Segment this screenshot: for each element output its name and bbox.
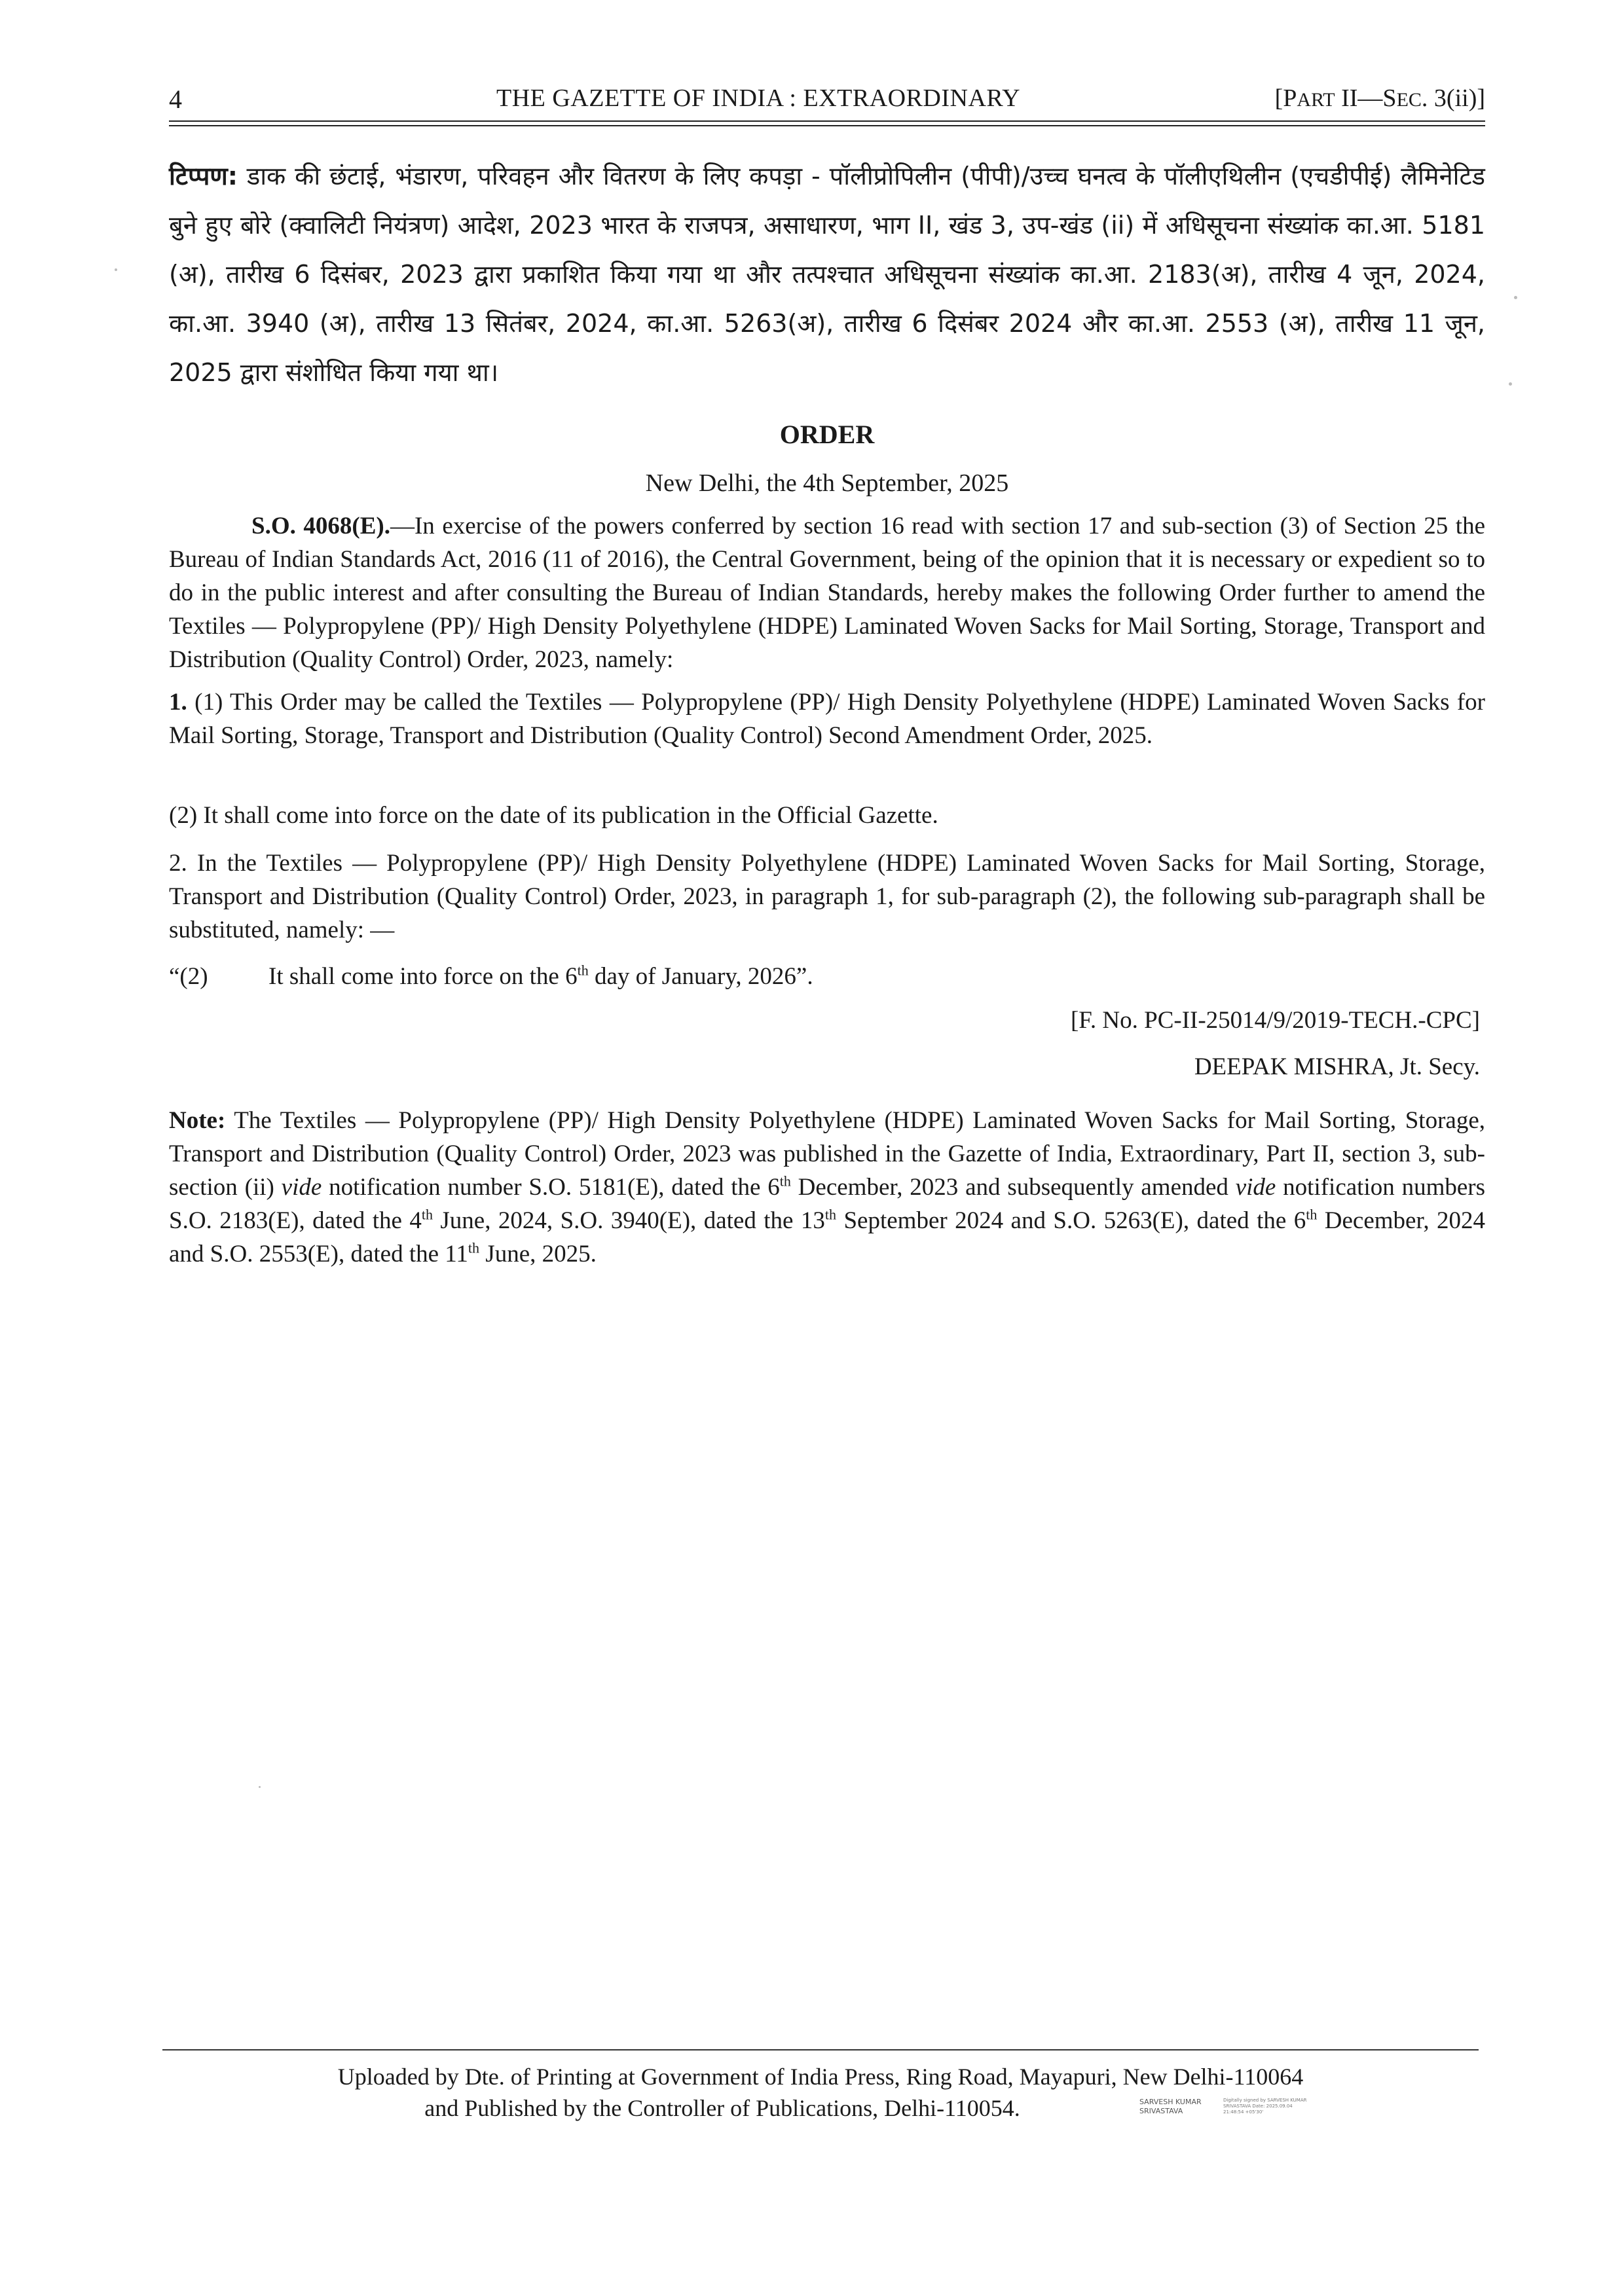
part-section-label: [PART II—SEC. 3(ii)] (1274, 84, 1485, 112)
scan-speck (259, 1786, 261, 1788)
page-number: 4 (169, 84, 182, 114)
scan-speck (1509, 382, 1512, 386)
header-rule (169, 120, 1485, 126)
note-label: Note: (169, 1107, 226, 1134)
scan-speck (115, 268, 117, 271)
digital-signature-meta: Digitally signed by SARVESH KUMAR SRIVASTAVA Date: 2025.09.04 21:48:54 +05'30' (1223, 2098, 1307, 2115)
hindi-note (169, 152, 1485, 397)
file-reference: [F. No. PC-II-25014/9/2019-TECH.-CPC] (1070, 1007, 1480, 1034)
footer-line-2: and Published by the Controller of Publications, Delhi-110054. (424, 2095, 1020, 2121)
signatory: DEEPAK MISHRA, Jt. Secy. (1194, 1053, 1480, 1080)
order-paragraph-2: 2. In the Textiles — Polypropylene (PP)/ High Density Polyethylene (HDPE) Laminated Woven Sacks for Mail Sorting, Storage, Transport and Distribution (Quality Control) Order, 2023, in paragraph 1, for sub-paragraph (2), the following sub-paragraph shall be substituted, namely: — (169, 850, 1485, 943)
hindi-note-text: डाक की छंटाई, भंडारण, परिवहन और वितरण के लिए कपड़ा - पॉलीप्रोपिलीन (पीपी)/उच्च घनत्व के पॉलीएथिलीन (एचडीपीई) लैमिनेटिड बुने हुए बोरे (क्वालिटी नियंत्रण) आदेश, 2023 भारत के राजपत्र, असाधारण, भाग II, खंड 3, उप-खंड (ii) में अधिसूचना संख्यांक का.आ. 5181 (अ), तारीख 6 दिसंबर, 2023 द्वारा प्रकाशित किया गया था और तत्पश्चात अधिसूचना संख्यांक का.आ. 2183(अ), तारीख 4 जून, 2024, का.आ. 3940 (अ), तारीख 13 सितंबर, 2024, का.आ. 5263(अ), तारीख 6 दिसंबर 2024 और का.आ. 2553 (अ), तारीख 11 जून, 2025 द्वारा संशोधित किया गया था। (169, 162, 1485, 387)
scan-speck (1514, 296, 1517, 299)
gazette-title: THE GAZETTE OF INDIA : EXTRAORDINARY (496, 84, 1021, 112)
paragraph-number: 1. (169, 689, 187, 716)
order-heading: ORDER (779, 420, 875, 449)
digital-signature-block (1139, 2098, 1310, 2126)
sub-paragraph-label: “(2) (169, 963, 208, 990)
footer-rule (162, 2049, 1479, 2050)
substituted-sub-paragraph: “(2) It shall come into force on the 6th day of January, 2026”. (169, 960, 1485, 993)
hindi-note-label: टिप्पण: (169, 162, 238, 191)
order-number: S.O. 4068(E). (251, 513, 390, 539)
order-intro-paragraph: S.O. 4068(E).—In exercise of the powers conferred by section 16 read with section 17 and sub-section (3) of Section 25 the Bureau of Indian Standards Act, 2016 (11 of 2016), the Central Government, being of the opinion that it is necessary or expedient so to do in the public interest and after consulting the Bureau of Indian Standards, hereby makes the following Order further to amend the Textiles — Polypropylene (PP)/ High Density Polyethylene (HDPE) Laminated Woven Sacks for Mail Sorting, Storage, Transport and Distribution (Quality Control) Order, 2023, namely: (169, 513, 1485, 673)
english-note: Note: The Textiles — Polypropylene (PP)/ High Density Polyethylene (HDPE) Laminated Woven Sacks for Mail Sorting, Storage, Transport and Distribution (Quality Control) Order, 2023 was published in the Gazette of India, Extraordinary, Part II, section 3, sub-section (ii) vide notification number S.O. 5181(E), dated the 6th December, 2023 and subsequently amended vide notification numbers S.O. 2183(E), dated the 4th June, 2024, S.O. 3940(E), dated the 13th September 2024 and S.O. 5263(E), dated the 6th December, 2024 and S.O. 2553(E), dated the 11th June, 2025. (169, 1107, 1485, 1267)
footer-line-1: Uploaded by Dte. of Printing at Government of India Press, Ring Road, Mayapuri, New Delhi-110064 (337, 2064, 1304, 2090)
digital-signature-name: SARVESH KUMAR SRIVASTAVA (1139, 2098, 1202, 2115)
order-paragraph-1: 1. (1) This Order may be called the Textiles — Polypropylene (PP)/ High Density Polyethylene (HDPE) Laminated Woven Sacks for Mail Sorting, Storage, Transport and Distribution (Quality Control) Second Amendment Order, 2025. (169, 689, 1485, 749)
order-paragraph-1-2: (2) It shall come into force on the date of its publication in the Official Gazette. (169, 802, 938, 829)
order-date-line: New Delhi, the 4th September, 2025 (645, 469, 1009, 497)
page-header (169, 84, 1485, 123)
